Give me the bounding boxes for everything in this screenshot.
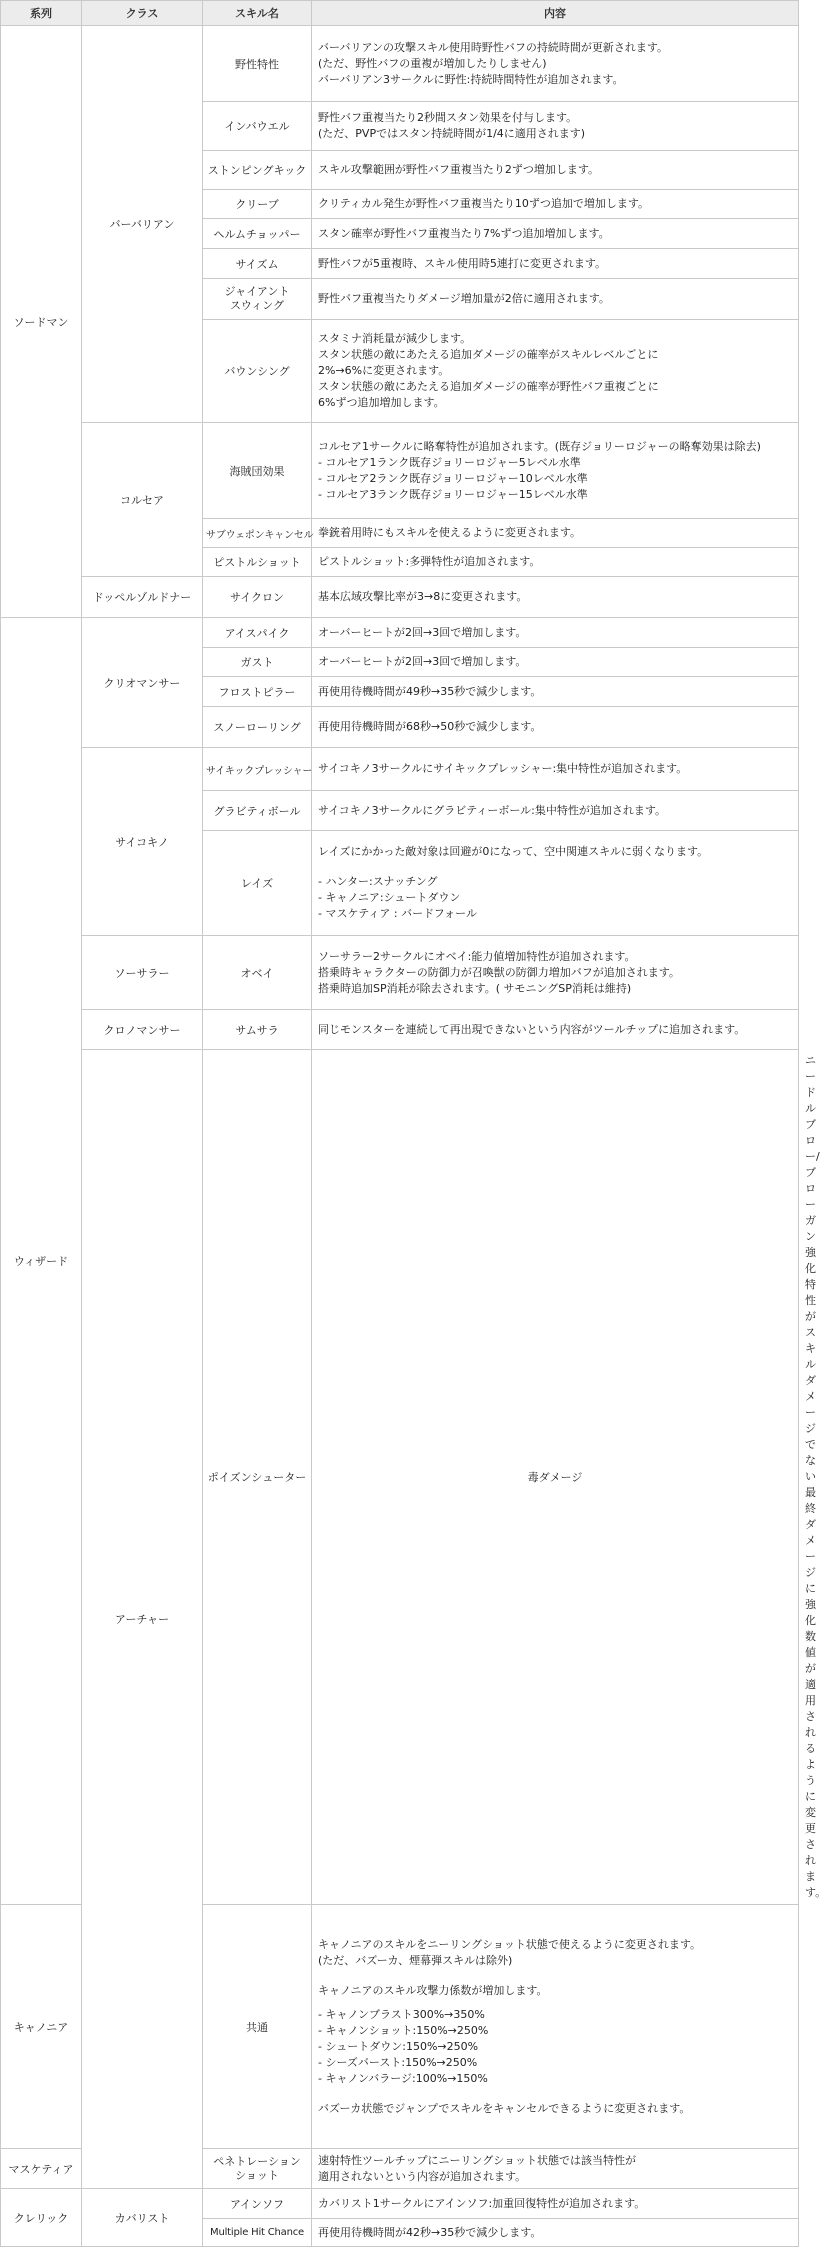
class-musketeer: マスケティア: [1, 2149, 82, 2189]
skill-description: [312, 219, 799, 249]
skill-description: [312, 190, 799, 219]
skill-name: 海賊団効果: [203, 423, 312, 519]
skill-description: [312, 831, 799, 936]
skill-name: グラビティボール: [203, 791, 312, 831]
skill-description: [312, 677, 799, 707]
desc-line: ピストルショット:多弾特性が追加されます。: [318, 555, 541, 568]
desc-line: - コルセア2ランク既存ジョリーロジャー10レベル水準: [318, 471, 588, 485]
table-row: [1, 2189, 799, 2219]
desc-line: 基本広域攻撃比率が3→8に変更されます。: [318, 590, 528, 603]
table-row: [1, 26, 799, 102]
desc-line: (ただ、野性バフの重複が増加したりしません): [318, 56, 547, 70]
table-row: [1, 1010, 799, 1050]
skill-name: 共通: [203, 1905, 312, 2149]
category-archer: アーチャー: [82, 1050, 203, 2189]
class-cannoneer: キャノニア: [1, 1905, 82, 2149]
class-corsair: コルセア: [82, 423, 203, 577]
skill-description: [312, 279, 799, 320]
desc-line: - シーズバースト:150%→250%: [318, 2055, 478, 2069]
table-row: [1, 748, 799, 791]
skill-name: サイキックプレッシャー: [203, 748, 312, 791]
desc-line: 同じモンスターを連続して再出現できないという内容がツールチップに追加されます。: [318, 1022, 746, 1036]
table-row: アーチャー ポイズンシューター 毒ダメージ ニードルブロー/ブローガン強化特性がスキルダメージでない最終ダメージに 強化数値が適用されるように変更されます。: [1, 1050, 799, 1905]
category-cleric: クレリック: [1, 2189, 82, 2247]
skill-description: [312, 151, 799, 190]
desc-line: 2%→6%に変更されます。: [318, 364, 450, 377]
skill-description: [312, 249, 799, 279]
skill-name: サムサラ: [203, 1010, 312, 1050]
desc-line: キャノニアのスキルをニーリングショット状態で使えるように変更されます。: [318, 1937, 702, 1951]
skill-name: ジャイアント スウィング: [203, 279, 312, 320]
skill-name: フロストピラー: [203, 677, 312, 707]
skill-description: [312, 320, 799, 423]
header-series: 系列: [1, 1, 82, 26]
table-row: [1, 618, 799, 648]
header-content: 内容: [312, 1, 799, 26]
desc-line: スキル攻撃範囲が野性バフ重複当たり2ずつ増加します。: [318, 163, 600, 176]
skill-description: [312, 707, 799, 748]
desc-line: レイズにかかった敵対象は回避が0になって、空中関連スキルに弱くなります。: [318, 845, 709, 858]
desc-line: 再使用待機時間が42秒→35秒で減少します。: [318, 2225, 542, 2239]
skill-name: 毒ダメージ: [312, 1050, 799, 1905]
skill-description: [312, 2189, 799, 2219]
skill-name: ペネトレーション ショット: [203, 2149, 312, 2189]
skill-description: [312, 748, 799, 791]
table-header-row: [1, 1, 799, 26]
class-chronomancer: クロノマンサー: [82, 1010, 203, 1050]
desc-line: 適用されないという内容が追加されます。: [318, 2169, 527, 2183]
class-doppelsoeldner: ドッペルゾルドナー: [82, 577, 203, 618]
skill-name: サイズム: [203, 249, 312, 279]
skill-name: 野性特性: [203, 26, 312, 102]
skill-name: ガスト: [203, 648, 312, 677]
skill-description: [312, 2219, 799, 2247]
skill-name: ピストルショット: [203, 548, 312, 577]
desc-line: キャノニアのスキル攻撃力係数が増加します。: [318, 1983, 548, 1997]
desc-line: オーバーヒートが2回→3回で増加します。: [318, 655, 527, 668]
class-cryomancer: クリオマンサー: [82, 618, 203, 748]
skill-description: [312, 1905, 799, 2149]
desc-line: カバリスト1サークルにアインソフ:加重回復特性が追加されます。: [318, 2196, 646, 2210]
desc-line: スタン状態の敵にあたえる追加ダメージの確率がスキルレベルごとに: [318, 348, 659, 361]
skill-description: [312, 618, 799, 648]
category-wizard: ウィザード: [1, 618, 82, 1905]
desc-line: コルセア1サークルに略奪特性が追加されます。(既存ジョリーロジャーの略奪効果は除去): [318, 439, 761, 453]
category-swordman: ソードマン: [1, 26, 82, 618]
skill-description: [312, 648, 799, 677]
class-barbarian: バーバリアン: [82, 26, 203, 423]
desc-line: 6%ずつ追加増加します。: [318, 396, 445, 409]
desc-line: 速射特性ツールチップにニーリングショット状態では該当特性が: [318, 2153, 637, 2167]
desc-line: バーバリアンの攻撃スキル使用時野性バフの持続時間が更新されます。: [318, 40, 669, 54]
class-kabbalist: カバリスト: [82, 2189, 203, 2247]
desc-line: 野性バフ重複当たり2秒間スタン効果を付与します。: [318, 111, 578, 124]
skill-name: バウンシング: [203, 320, 312, 423]
skill-name: Multiple Hit Chance: [203, 2219, 312, 2247]
skill-description: [312, 936, 799, 1010]
skill-description: [312, 519, 799, 548]
skill-description: [312, 2149, 799, 2189]
desc-line: - マスケティア : バードフォール: [318, 907, 477, 920]
skill-name: サイクロン: [203, 577, 312, 618]
skill-description: [312, 548, 799, 577]
table-row: [1, 423, 799, 519]
skill-description: [312, 423, 799, 519]
desc-line: 再使用待機時間が68秒→50秒で減少します。: [318, 720, 542, 733]
desc-line: スタン確率が野性バフ重複当たり7%ずつ追加増加します。: [318, 226, 610, 240]
skill-name: クリーブ: [203, 190, 312, 219]
skill-name: アインソフ: [203, 2189, 312, 2219]
table-row: [1, 936, 799, 1010]
desc-line: 搭乗時追加SP消耗が除去されます。( サモニングSP消耗は維持): [318, 981, 632, 995]
desc-line: - キャノンバラージ:100%→150%: [318, 2071, 488, 2085]
desc-line: スタン状態の敵にあたえる追加ダメージの確率が野性バフ重複ごとに: [318, 380, 659, 393]
desc-line: - シュートダウン:150%→250%: [318, 2039, 479, 2053]
desc-line: (ただ、PVPではスタン持続時間が1/4に適用されます): [318, 127, 586, 140]
skill-name: レイズ: [203, 831, 312, 936]
desc-line: オーバーヒートが2回→3回で増加します。: [318, 625, 527, 639]
desc-line: - コルセア1ランク既存ジョリーロジャー5レベル水準: [318, 455, 581, 469]
desc-line: - キャノンブラスト300%→350%: [318, 2007, 485, 2021]
skill-name: ヘルムチョッパー: [203, 219, 312, 249]
desc-line: クリティカル発生が野性バフ重複当たり10ずつ追加で増加します。: [318, 197, 650, 210]
skill-name: アイスパイク: [203, 618, 312, 648]
desc-line: 野性バフ重複当たりダメージ増加量が2倍に適用されます。: [318, 292, 610, 305]
header-class: クラス: [82, 1, 203, 26]
skill-name: ストンピングキック: [203, 151, 312, 190]
skill-name: サブウェポンキャンセル: [203, 519, 312, 548]
skill-description: [312, 791, 799, 831]
desc-line: - キャノンショット:150%→250%: [318, 2023, 489, 2037]
desc-line: 野性バフが5重複時、スキル使用時5連打に変更されます。: [318, 256, 607, 270]
class-sorcerer: ソーサラー: [82, 936, 203, 1010]
desc-line: 拳銃着用時にもスキルを使えるように変更されます。: [318, 526, 582, 539]
skill-description: [312, 102, 799, 151]
skill-description: [312, 1010, 799, 1050]
skill-description: [312, 577, 799, 618]
desc-line: - コルセア3ランク既存ジョリーロジャー15レベル水準: [318, 487, 588, 501]
skill-name: インバウエル: [203, 102, 312, 151]
header-skill-name: スキル名: [203, 1, 312, 26]
desc-line: スタミナ消耗量が減少します。: [318, 332, 472, 345]
desc-line: 搭乗時キャラクターの防御力が召喚獣の防御力増加バフが追加されます。: [318, 965, 680, 979]
class-psychokino: サイコキノ: [82, 748, 203, 936]
desc-line: - ハンター:スナッチング: [318, 875, 438, 888]
desc-line: バズーカ状態でジャンプでスキルをキャンセルできるように変更されます。: [318, 2101, 691, 2115]
table-row: [1, 577, 799, 618]
desc-line: サイコキノ3サークルにグラビティーボール:集中特性が追加されます。: [318, 803, 666, 817]
desc-line: - キャノニア:シュートダウン: [318, 891, 461, 904]
desc-line: バーバリアン3サークルに野性:持続時間特性が追加されます。: [318, 72, 624, 86]
desc-line: 再使用待機時間が49秒→35秒で減少します。: [318, 684, 542, 698]
skill-name: スノーローリング: [203, 707, 312, 748]
desc-line: サイコキノ3サークルにサイキックプレッシャー:集中特性が追加されます。: [318, 762, 688, 775]
desc-line: ソーサラー2サークルにオベイ:能力値増加特性が追加されます。: [318, 949, 636, 963]
desc-line: (ただ、バズーカ、煙幕弾スキルは除外): [318, 1953, 513, 1967]
class-poison-shooter: ポイズンシューター: [203, 1050, 312, 1905]
skill-name: オベイ: [203, 936, 312, 1010]
skill-description: [312, 26, 799, 102]
